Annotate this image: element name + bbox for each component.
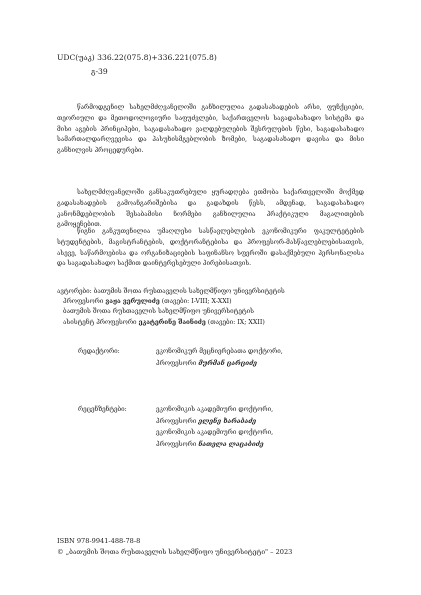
reviewer-2-degree: ეკონომიკის აკადემიური დოქტორი, [156, 429, 274, 436]
reviewer-1-name: ელენე ხარაბაძე [198, 417, 257, 425]
authors-line-1: ავტორები: ბათუმის შოთა რუსთაველის სახელმწიფო უნივერსიტეტის [57, 288, 285, 295]
abstract-paragraph-2: სახელმძღვანელოში განსაკუთრებული ყურადღება ეთმობა საქართველოში მოქმედ გადასახადების გამოანგარიშებისა და გადახდის წესს, ამდენად, საგადასახადო კანონმდებლობის შესაბამისი ნორმები განხილულია პრაქტიკული მაგალითების გამოყენებით. [57, 189, 364, 229]
abstract-paragraph-1: წარმოდგენილ სახელმძღვანელოში განხილულია გადასახადების არსი, ფუნქციები, თეორიული და მეთოდოლოგიური საფუძვლები, საქართველოს საგადასახადო სისტემა და მისი აგების პრინციპები, საგადასახადო ვალდებულების შესრულების წესი, საგადასახადო სამართალდარღვევისა და პასუხისმგებლობის ზომები, საგადასახადო დავისა და მისი განხილვის პროცედურები. [57, 104, 364, 155]
udc-code: UDC(უაკ) 336.22(075.8)+336.221(075.8) [57, 53, 217, 62]
abstract-paragraph-3: წიგნი განკუთვნილია უმაღლესი სასწავლებლების ეკონომიკური ფაკულტეტების სტუდენტების, მაგისტრანტების, დოქტორანტებისა და პროფესორ-მასწავლებლებისათვის, ასევე, საწარმოებისა და ორგანიზაციების საფინანსო სფეროში დასაქმებული პერსონალისა და საგადასახადო საქმით დაინტერესებული პირებისათვის. [57, 228, 364, 268]
editor-title-line [156, 358, 283, 370]
reviewer-2-line [156, 439, 273, 451]
editor-details [156, 346, 283, 369]
authors-line-4 [57, 318, 387, 328]
authors-line-3: ბათუმის შოთა რუსთაველის სახელმწიფო უნივერსიტეტის [63, 308, 254, 316]
reviewers-label: რეცენზენტები: [78, 406, 127, 413]
reviewer-title: პროფესორი [156, 440, 199, 448]
reviewer-1-line [156, 416, 273, 428]
isbn-block [57, 536, 292, 557]
author-name-1: ვაჟა ვერულიძე [105, 298, 160, 306]
authors-block [57, 287, 387, 328]
authors-line-2 [57, 297, 387, 307]
editor-degree: ეკონომიკურ მეცნიერებათა დოქტორი, [156, 348, 283, 355]
author-chapters-1: (თავები: I-VIII; X-XXI) [159, 298, 232, 306]
author-title: ასისტენტ პროფესორი [63, 318, 139, 326]
author-name-2: ეკატერინე შაინიძე [138, 318, 206, 326]
copyright-line: © „ბათუმის შოთა რუსთაველის სახელმწიფო უნივერსიტეტი" – 2023 [57, 547, 293, 556]
reviewers-details [156, 404, 273, 450]
isbn-number: ISBN 978-9941-488-78-8 [57, 537, 141, 545]
editor-name: მურმან ცარციძე [198, 359, 258, 367]
reviewer-2-name: ნათელა ლაცაბიძე [198, 440, 264, 448]
author-chapters-2: (თავები: IX; XXII) [205, 318, 265, 326]
reviewer-1-degree: ეკონომიკის აკადემიური დოქტორი, [156, 406, 274, 413]
editor-title: პროფესორი [156, 359, 199, 367]
reviewer-title: პროფესორი [156, 417, 199, 425]
editor-label: რედაქტორი: [78, 348, 120, 355]
udc-author-mark: გ-39 [91, 67, 108, 76]
author-title: პროფესორი [63, 298, 106, 306]
